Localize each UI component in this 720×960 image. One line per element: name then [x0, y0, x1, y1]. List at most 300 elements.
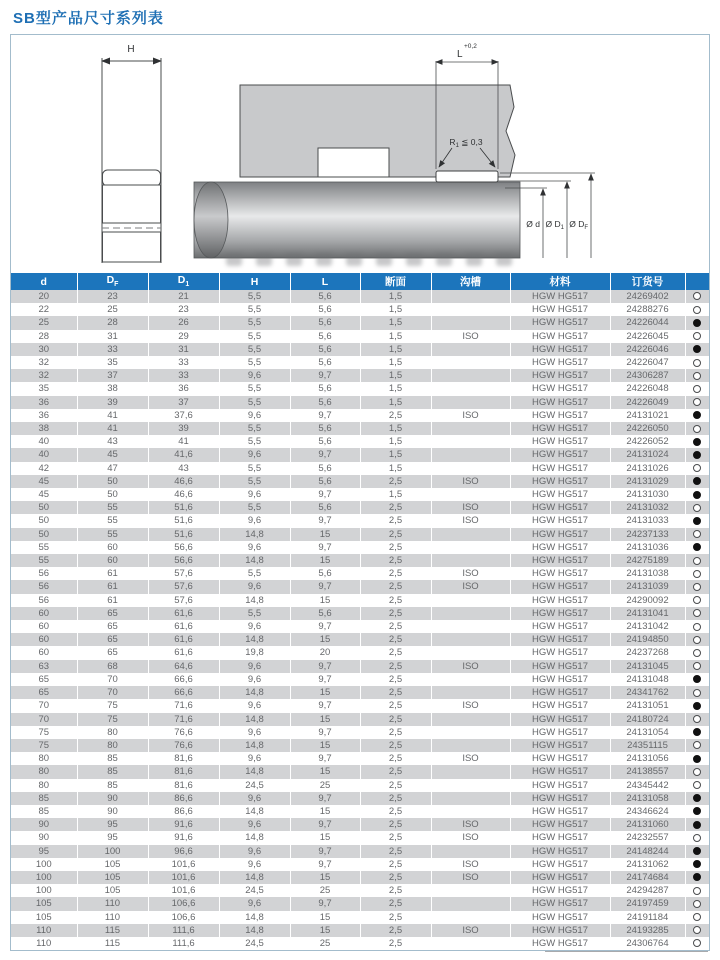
cell-H: 9,6: [219, 818, 290, 831]
table-row: [11, 607, 709, 620]
cell-D1: 61,6: [148, 607, 219, 620]
column-header-D1: $D_1$: [148, 273, 219, 290]
cell-d: 75: [11, 726, 77, 739]
cell-order-no: 24269402: [610, 290, 685, 303]
table-row: [11, 580, 709, 593]
cell-availability: [685, 911, 709, 924]
table-row: [11, 369, 709, 382]
cell-L: 5,6: [290, 303, 360, 316]
cell-material: HGW HG517: [510, 792, 610, 805]
cell-H: 9,6: [219, 673, 290, 686]
cell-material: HGW HG517: [510, 620, 610, 633]
cell-availability: [685, 514, 709, 527]
cell-H: 5,5: [219, 422, 290, 435]
cell-section: 2,5: [360, 607, 431, 620]
cell-groove: [431, 884, 510, 897]
cell-section: 2,5: [360, 805, 431, 818]
cell-L: 9,7: [290, 752, 360, 765]
cell-H: 9,6: [219, 620, 290, 633]
cell-section: 2,5: [360, 831, 431, 844]
cell-L: 9,7: [290, 448, 360, 461]
cell-D1: 57,6: [148, 567, 219, 580]
column-header-groove: 沟槽: [431, 273, 510, 290]
cell-D1: 21: [148, 290, 219, 303]
cell-material: HGW HG517: [510, 739, 610, 752]
cell-d: 60: [11, 646, 77, 659]
cell-H: 9,6: [219, 541, 290, 554]
cell-section: 2,5: [360, 924, 431, 937]
open-dot-icon: [693, 504, 701, 512]
open-dot-icon: [693, 359, 701, 367]
cell-D1: 71,6: [148, 699, 219, 712]
cell-section: 1,5: [360, 330, 431, 343]
column-header-availability: [685, 273, 709, 290]
cell-DF: 41: [77, 409, 148, 422]
cell-H: 9,6: [219, 897, 290, 910]
cell-material: HGW HG517: [510, 356, 610, 369]
cell-order-no: 24174684: [610, 871, 685, 884]
cell-L: 9,7: [290, 845, 360, 858]
cell-section: 2,5: [360, 897, 431, 910]
cell-d: 95: [11, 845, 77, 858]
cell-availability: [685, 897, 709, 910]
cell-material: HGW HG517: [510, 897, 610, 910]
cell-L: 9,7: [290, 369, 360, 382]
cell-order-no: 24237268: [610, 646, 685, 659]
cell-d: 45: [11, 488, 77, 501]
cell-material: HGW HG517: [510, 845, 610, 858]
cell-DF: 100: [77, 845, 148, 858]
table-row: [11, 528, 709, 541]
cell-groove: [431, 792, 510, 805]
cell-order-no: 24131051: [610, 699, 685, 712]
open-dot-icon: [693, 398, 701, 406]
cell-groove: [431, 779, 510, 792]
cell-section: 2,5: [360, 699, 431, 712]
cell-groove: [431, 369, 510, 382]
cell-order-no: 24275189: [610, 554, 685, 567]
svg-text:Ø DF: Ø $D_F$: [569, 219, 588, 231]
cell-DF: 38: [77, 382, 148, 395]
cell-H: 24,5: [219, 884, 290, 897]
cell-groove: ISO: [431, 409, 510, 422]
cell-material: HGW HG517: [510, 462, 610, 475]
cell-D1: 101,6: [148, 858, 219, 871]
cell-groove: [431, 316, 510, 329]
cell-order-no: 24131058: [610, 792, 685, 805]
cell-order-no: 24226050: [610, 422, 685, 435]
cell-D1: 111,6: [148, 924, 219, 937]
cell-L: 5,6: [290, 462, 360, 475]
cell-H: 9,6: [219, 699, 290, 712]
cell-order-no: 24131045: [610, 660, 685, 673]
cell-L: 9,7: [290, 673, 360, 686]
cell-d: 55: [11, 554, 77, 567]
cell-L: 15: [290, 831, 360, 844]
cell-H: 5,5: [219, 303, 290, 316]
cell-d: 55: [11, 541, 77, 554]
table-row: [11, 290, 709, 303]
table-row: [11, 845, 709, 858]
cell-H: 5,5: [219, 382, 290, 395]
table-row: [11, 924, 709, 937]
cell-DF: 61: [77, 580, 148, 593]
table-row: [11, 713, 709, 726]
table-row: [11, 818, 709, 831]
cell-d: 100: [11, 871, 77, 884]
cell-availability: [685, 884, 709, 897]
column-header-DF: $D_F$: [77, 273, 148, 290]
cell-section: 1,5: [360, 343, 431, 356]
cell-H: 24,5: [219, 937, 290, 950]
table-row: [11, 435, 709, 448]
cell-order-no: 24131041: [610, 607, 685, 620]
cell-material: HGW HG517: [510, 607, 610, 620]
cell-material: HGW HG517: [510, 501, 610, 514]
cell-availability: [685, 409, 709, 422]
cell-d: 75: [11, 739, 77, 752]
cell-groove: [431, 686, 510, 699]
cell-H: 9,6: [219, 409, 290, 422]
cell-section: 1,5: [360, 396, 431, 409]
open-dot-icon: [693, 306, 701, 314]
cell-DF: 85: [77, 765, 148, 778]
cell-L: 9,7: [290, 699, 360, 712]
cell-H: 5,5: [219, 356, 290, 369]
filled-dot-icon: [693, 451, 701, 459]
cell-D1: 56,6: [148, 541, 219, 554]
cell-order-no: 24197459: [610, 897, 685, 910]
cell-groove: ISO: [431, 699, 510, 712]
open-dot-icon: [693, 425, 701, 433]
cell-section: 2,5: [360, 633, 431, 646]
cell-d: 65: [11, 686, 77, 699]
table-row: [11, 633, 709, 646]
cell-D1: 71,6: [148, 713, 219, 726]
cell-DF: 68: [77, 660, 148, 673]
cell-L: 5,6: [290, 382, 360, 395]
cell-availability: [685, 831, 709, 844]
cell-section: 1,5: [360, 488, 431, 501]
cell-DF: 50: [77, 488, 148, 501]
cell-d: 100: [11, 858, 77, 871]
cell-d: 45: [11, 475, 77, 488]
cell-order-no: 24193285: [610, 924, 685, 937]
open-dot-icon: [693, 596, 701, 604]
cell-d: 100: [11, 884, 77, 897]
cell-L: 9,7: [290, 488, 360, 501]
cell-H: 5,5: [219, 475, 290, 488]
cell-order-no: 24290092: [610, 594, 685, 607]
table-row: [11, 475, 709, 488]
cell-groove: [431, 765, 510, 778]
cell-material: HGW HG517: [510, 580, 610, 593]
cell-availability: [685, 713, 709, 726]
cell-D1: 51,6: [148, 528, 219, 541]
cell-order-no: 24131039: [610, 580, 685, 593]
cell-groove: ISO: [431, 567, 510, 580]
cell-d: 35: [11, 382, 77, 395]
cell-groove: ISO: [431, 818, 510, 831]
cell-material: HGW HG517: [510, 435, 610, 448]
cell-availability: [685, 673, 709, 686]
table-row: [11, 448, 709, 461]
cell-DF: 55: [77, 528, 148, 541]
cell-order-no: 24131030: [610, 488, 685, 501]
cell-availability: [685, 858, 709, 871]
table-row: [11, 660, 709, 673]
cell-H: 9,6: [219, 726, 290, 739]
cell-section: 2,5: [360, 514, 431, 527]
table-row: [11, 792, 709, 805]
table-row: [11, 699, 709, 712]
cell-order-no: 24294287: [610, 884, 685, 897]
cell-H: 5,5: [219, 330, 290, 343]
cell-groove: [431, 646, 510, 659]
cell-d: 110: [11, 937, 77, 950]
cell-material: HGW HG517: [510, 488, 610, 501]
svg-text:Ø d: Ø d: [526, 219, 540, 229]
table-row: [11, 382, 709, 395]
cell-L: 15: [290, 713, 360, 726]
cell-groove: ISO: [431, 871, 510, 884]
cell-section: 2,5: [360, 765, 431, 778]
cell-material: HGW HG517: [510, 884, 610, 897]
cell-order-no: 24237133: [610, 528, 685, 541]
cell-H: 9,6: [219, 792, 290, 805]
cell-groove: [431, 396, 510, 409]
cell-d: 42: [11, 462, 77, 475]
cell-groove: [431, 845, 510, 858]
table-row: [11, 686, 709, 699]
cell-DF: 95: [77, 818, 148, 831]
cell-section: 1,5: [360, 356, 431, 369]
cell-availability: [685, 541, 709, 554]
cell-material: HGW HG517: [510, 554, 610, 567]
cell-D1: 76,6: [148, 739, 219, 752]
cell-L: 5,6: [290, 607, 360, 620]
open-dot-icon: [693, 649, 701, 657]
open-dot-icon: [693, 689, 701, 697]
cell-d: 60: [11, 620, 77, 633]
cell-availability: [685, 567, 709, 580]
cell-D1: 41,6: [148, 448, 219, 461]
table-row: [11, 620, 709, 633]
cell-DF: 95: [77, 831, 148, 844]
cell-section: 1,5: [360, 462, 431, 475]
table-row: [11, 739, 709, 752]
cell-D1: 101,6: [148, 884, 219, 897]
cell-groove: [431, 897, 510, 910]
table-row: [11, 356, 709, 369]
cell-order-no: 24194850: [610, 633, 685, 646]
cell-groove: [431, 594, 510, 607]
cell-material: HGW HG517: [510, 343, 610, 356]
table-row: [11, 514, 709, 527]
cell-material: HGW HG517: [510, 316, 610, 329]
cell-order-no: 24226048: [610, 382, 685, 395]
cell-L: 15: [290, 528, 360, 541]
cell-groove: [431, 554, 510, 567]
filled-dot-icon: [693, 794, 701, 802]
cell-availability: [685, 871, 709, 884]
svg-text:Ø D1: Ø $D_1$: [545, 219, 564, 231]
cell-order-no: 24288276: [610, 303, 685, 316]
cell-availability: [685, 343, 709, 356]
filled-dot-icon: [693, 847, 701, 855]
cell-L: 5,6: [290, 343, 360, 356]
cell-groove: ISO: [431, 501, 510, 514]
table-row: [11, 779, 709, 792]
cell-DF: 61: [77, 594, 148, 607]
cell-order-no: 24341762: [610, 686, 685, 699]
cell-d: 85: [11, 805, 77, 818]
cell-DF: 50: [77, 475, 148, 488]
open-dot-icon: [693, 372, 701, 380]
cell-DF: 80: [77, 739, 148, 752]
cell-d: 63: [11, 660, 77, 673]
cell-material: HGW HG517: [510, 765, 610, 778]
filled-dot-icon: [693, 477, 701, 485]
cell-availability: [685, 303, 709, 316]
cell-H: 5,5: [219, 462, 290, 475]
cell-order-no: 24306287: [610, 369, 685, 382]
cell-material: HGW HG517: [510, 475, 610, 488]
cell-DF: 110: [77, 897, 148, 910]
cell-material: HGW HG517: [510, 382, 610, 395]
cell-DF: 110: [77, 911, 148, 924]
cell-groove: ISO: [431, 752, 510, 765]
cell-D1: 106,6: [148, 911, 219, 924]
cell-availability: [685, 462, 709, 475]
cell-D1: 86,6: [148, 792, 219, 805]
cell-section: 2,5: [360, 594, 431, 607]
cell-L: 5,6: [290, 435, 360, 448]
cell-d: 80: [11, 752, 77, 765]
cell-section: 2,5: [360, 673, 431, 686]
page-title: SB型产品尺寸系列表: [13, 10, 164, 27]
cell-groove: ISO: [431, 660, 510, 673]
cell-section: 2,5: [360, 501, 431, 514]
cell-DF: 55: [77, 514, 148, 527]
cell-availability: [685, 316, 709, 329]
cell-d: 20: [11, 290, 77, 303]
cell-DF: 25: [77, 303, 148, 316]
table-row: [11, 831, 709, 844]
column-header-d: d: [11, 273, 77, 290]
cell-section: 1,5: [360, 316, 431, 329]
cell-material: HGW HG517: [510, 660, 610, 673]
cell-material: HGW HG517: [510, 594, 610, 607]
cell-d: 32: [11, 369, 77, 382]
cell-material: HGW HG517: [510, 409, 610, 422]
cell-L: 5,6: [290, 422, 360, 435]
cell-availability: [685, 580, 709, 593]
cell-material: HGW HG517: [510, 818, 610, 831]
dimension-table: [11, 273, 709, 950]
cell-D1: 46,6: [148, 488, 219, 501]
table-row: [11, 871, 709, 884]
cell-DF: 65: [77, 646, 148, 659]
cell-availability: [685, 726, 709, 739]
table-row: [11, 422, 709, 435]
cell-H: 9,6: [219, 369, 290, 382]
cell-availability: [685, 475, 709, 488]
cell-d: 40: [11, 448, 77, 461]
cell-H: 9,6: [219, 752, 290, 765]
cell-L: 9,7: [290, 541, 360, 554]
cell-availability: [685, 845, 709, 858]
cell-d: 105: [11, 897, 77, 910]
cell-L: 15: [290, 871, 360, 884]
table-row: [11, 462, 709, 475]
cell-material: HGW HG517: [510, 831, 610, 844]
cell-availability: [685, 779, 709, 792]
cell-groove: ISO: [431, 475, 510, 488]
open-dot-icon: [693, 913, 701, 921]
cell-H: 5,5: [219, 316, 290, 329]
cell-order-no: 24131048: [610, 673, 685, 686]
open-dot-icon: [693, 570, 701, 578]
cell-section: 2,5: [360, 911, 431, 924]
cell-D1: 57,6: [148, 580, 219, 593]
table-row: [11, 316, 709, 329]
cell-section: 2,5: [360, 580, 431, 593]
cell-section: 2,5: [360, 845, 431, 858]
cell-order-no: 24226044: [610, 316, 685, 329]
filled-dot-icon: [693, 702, 701, 710]
cell-section: 1,5: [360, 290, 431, 303]
cell-d: 60: [11, 607, 77, 620]
cell-section: 2,5: [360, 554, 431, 567]
cell-D1: 36: [148, 382, 219, 395]
cell-DF: 105: [77, 858, 148, 871]
cell-availability: [685, 937, 709, 950]
cell-availability: [685, 501, 709, 514]
cell-d: 105: [11, 911, 77, 924]
cell-L: 15: [290, 765, 360, 778]
cell-DF: 105: [77, 884, 148, 897]
l-tolerance-label: +0,2: [464, 43, 477, 50]
cell-H: 5,5: [219, 501, 290, 514]
cell-D1: 91,6: [148, 818, 219, 831]
cell-section: 1,5: [360, 382, 431, 395]
cell-H: 14,8: [219, 528, 290, 541]
table-row: [11, 805, 709, 818]
open-dot-icon: [693, 926, 701, 934]
cell-availability: [685, 554, 709, 567]
filled-dot-icon: [693, 491, 701, 499]
cell-d: 28: [11, 330, 77, 343]
cell-d: 32: [11, 356, 77, 369]
cell-groove: [431, 303, 510, 316]
filled-dot-icon: [693, 755, 701, 763]
cell-d: 70: [11, 713, 77, 726]
l-dim-label: L: [457, 49, 463, 60]
cell-material: HGW HG517: [510, 752, 610, 765]
cell-D1: 43: [148, 462, 219, 475]
cell-DF: 33: [77, 343, 148, 356]
table-row: [11, 343, 709, 356]
cell-D1: 33: [148, 369, 219, 382]
cell-availability: [685, 369, 709, 382]
open-dot-icon: [693, 609, 701, 617]
cell-D1: 51,6: [148, 514, 219, 527]
filled-dot-icon: [693, 873, 701, 881]
cell-groove: [431, 633, 510, 646]
cell-d: 36: [11, 396, 77, 409]
cell-material: HGW HG517: [510, 911, 610, 924]
